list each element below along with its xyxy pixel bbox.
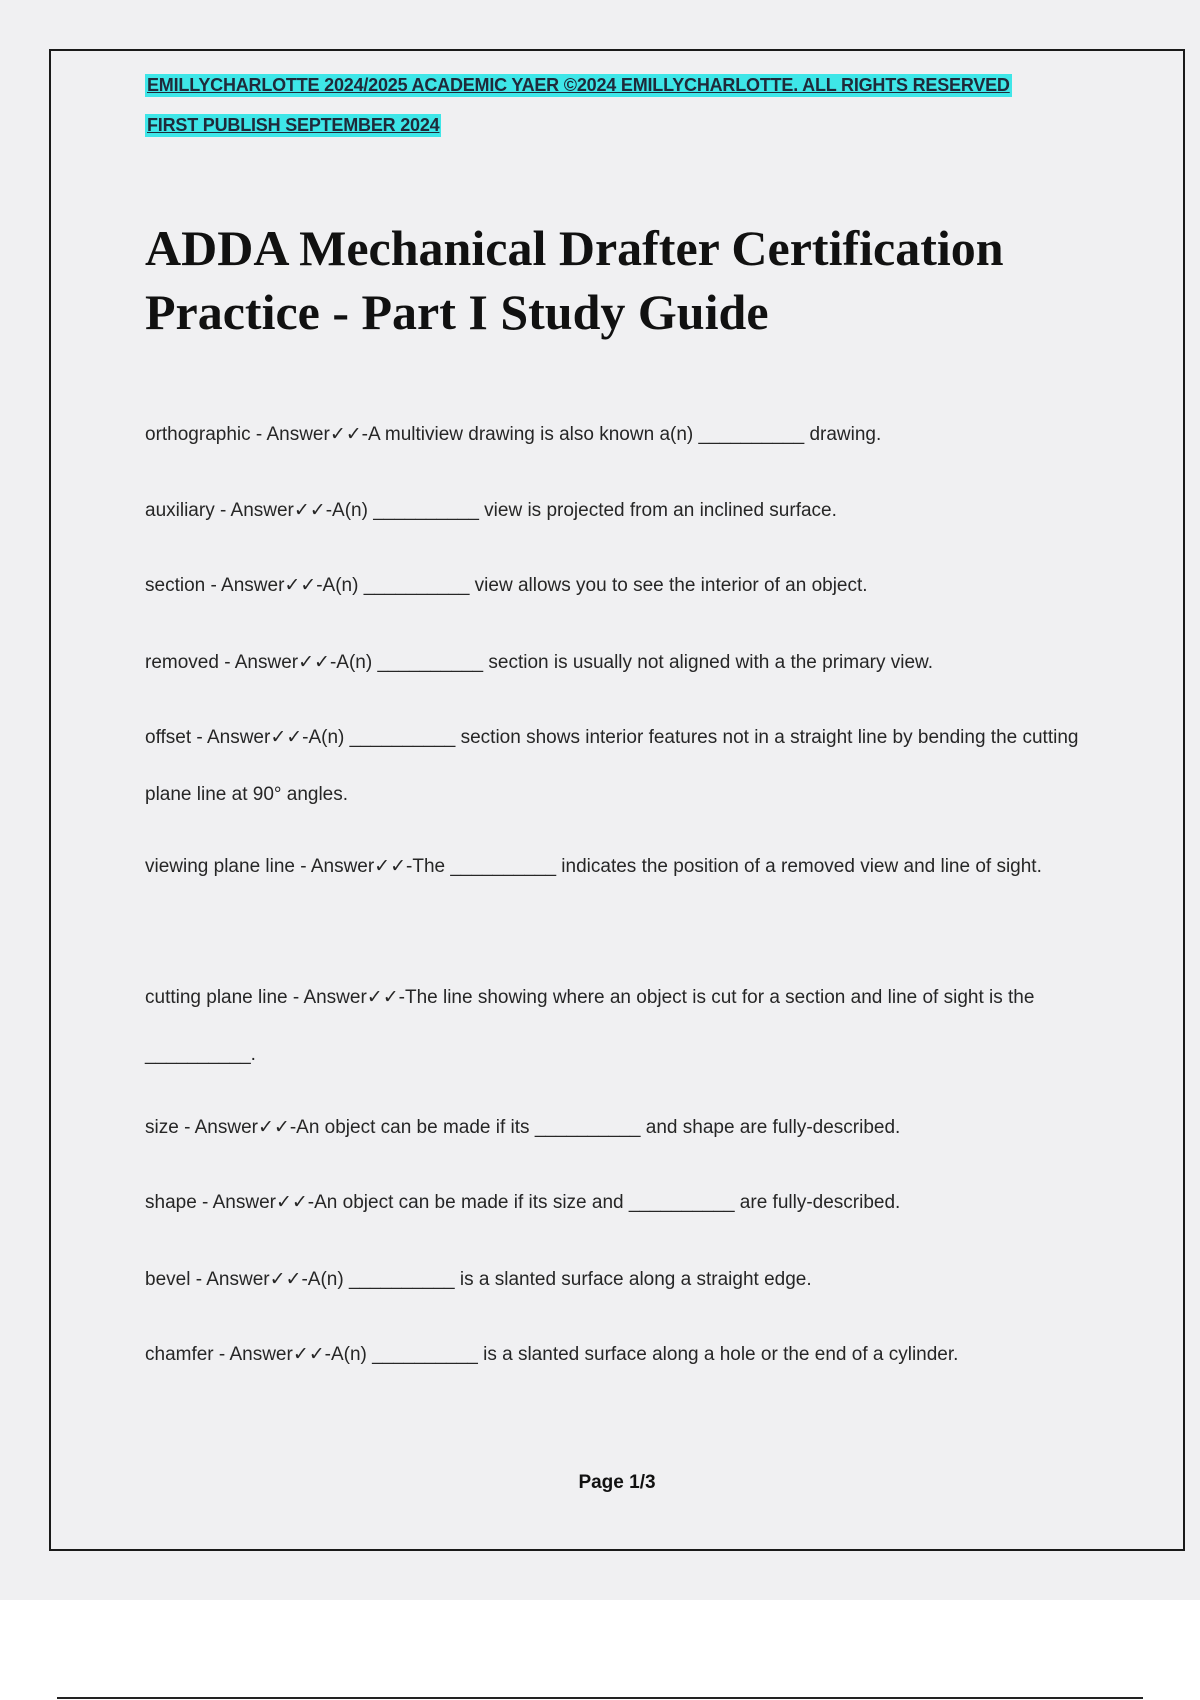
qa-item-shape: shape - Answer✓✓-An object can be made if its size and __________ are fully-described.: [145, 1192, 901, 1213]
document-title: ADDA Mechanical Drafter Certification Practice - Part I Study Guide: [145, 220, 1004, 340]
qa-item-chamfer: chamfer - Answer✓✓-A(n) __________ is a slanted surface along a hole or the end of a cylinder.: [145, 1344, 959, 1365]
copyright-header: EMILLYCHARLOTTE 2024/2025 ACADEMIC YAER ©2024 EMILLYCHARLOTTE. ALL RIGHTS RESERVED: [147, 75, 1010, 95]
qa-item-auxiliary: auxiliary - Answer✓✓-A(n) __________ view is projected from an inclined surface.: [145, 500, 837, 521]
page-number: Page 1/3: [578, 1472, 656, 1493]
qa-item-cutting-plane-line: cutting plane line - Answer✓✓-The line showing where an object is cut for a section and line of sight is the __________.: [145, 987, 1035, 1065]
qa-item-bevel: bevel - Answer✓✓-A(n) __________ is a slanted surface along a straight edge.: [145, 1269, 812, 1290]
qa-item-removed: removed - Answer✓✓-A(n) __________ section is usually not aligned with a the primary view.: [145, 652, 934, 673]
publish-date-header: FIRST PUBLISH SEPTEMBER 2024: [147, 115, 440, 135]
qa-item-offset: offset - Answer✓✓-A(n) __________ section shows interior features not in a straight line by bending the cutting plane line at 90° angles.: [145, 727, 1079, 805]
qa-item-size: size - Answer✓✓-An object can be made if its __________ and shape are fully-described.: [145, 1117, 901, 1138]
next-page-divider: [57, 1697, 1143, 1699]
qa-item-orthographic: orthographic - Answer✓✓-A multiview drawing is also known a(n) __________ drawing.: [145, 424, 882, 445]
qa-item-viewing-plane-line: viewing plane line - Answer✓✓-The __________ indicates the position of a removed view and line of sight.: [145, 856, 1042, 877]
qa-item-section: section - Answer✓✓-A(n) __________ view allows you to see the interior of an object.: [145, 575, 868, 596]
